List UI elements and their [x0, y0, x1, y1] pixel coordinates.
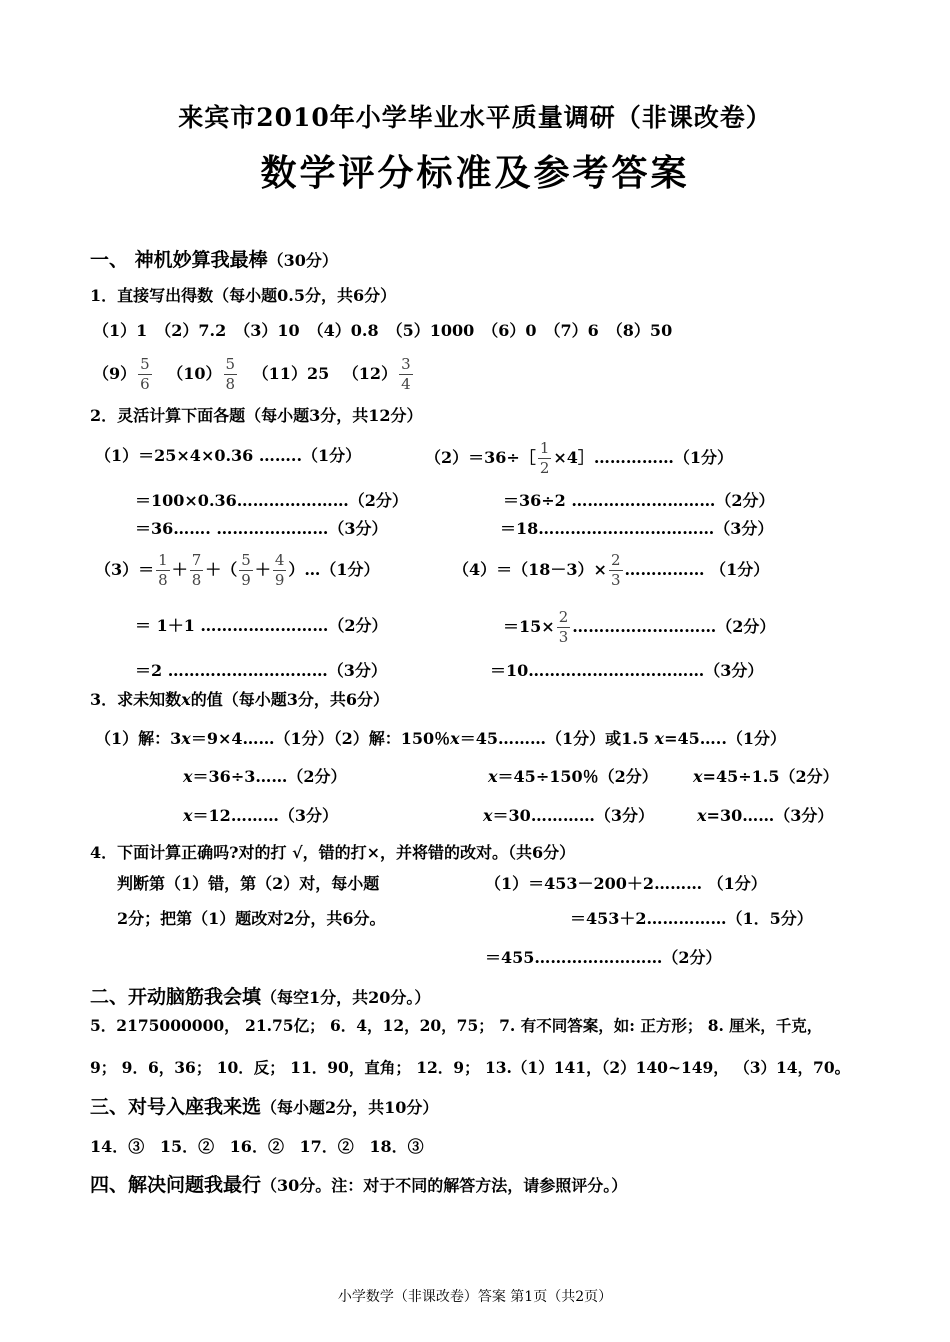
q4-note-line1: 判断第（1）错，第（2）对，每小题: [117, 874, 380, 893]
q2-3-step1: （3）＝ $\frac{1}{8}$ ＋ $\frac{7}{8}$ ＋（ $\frac{5}{9}$ ＋ $\frac{4}{9}$ ）…（1分）: [95, 551, 380, 589]
q3-row1: （1）解：3x＝9×4……（1分）（2）解：150％x＝45………（1分）或1.5 x=45…..（1分）: [95, 729, 787, 748]
fraction-1-8: $\frac{1}{8}$: [158, 551, 168, 589]
document-title: 来宾市2010年小学毕业水平质量调研（非课改卷）: [178, 103, 772, 132]
q2-2-step1: （2）＝36÷［ $\frac{1}{2}$ ×4］……………（1分）: [425, 439, 734, 477]
q2-4-step3: ＝10……………………………（3分）: [490, 661, 764, 680]
q4-step2: ＝453＋2……………（1．5分）: [570, 909, 813, 928]
fraction-3-4: $\frac{3}{4}$: [401, 355, 411, 393]
q2-4-step1: （4）＝（18－3）× $\frac{2}{3}$ …………… （1分）: [453, 551, 770, 589]
q2-title: 2．灵活计算下面各题（每小题3分，共12分）: [90, 406, 423, 425]
q3-row3-c: x=30……（3分）: [697, 806, 834, 825]
section-3-heading: 三、对号入座我来选（每小题2分，共10分）: [90, 1096, 439, 1118]
fraction-2-3: $\frac{2}{3}$: [610, 551, 621, 589]
q2-1-step1: （1）＝25×4×0.36 ……..（1分）: [95, 446, 362, 465]
q4-note-line2: 2分；把第（1）题改对2分，共6分。: [117, 909, 386, 928]
fraction-2-3-b: $\frac{2}{3}$: [558, 608, 569, 646]
q1-title: 1．直接写出得数（每小题0.5分，共6分）: [90, 286, 397, 305]
section-2-line2: 9； 9．6，36； 10．反； 11．90，直角； 12．9； 13.（1）141，（2）140~149， （3）14，70。: [90, 1058, 851, 1077]
q2-2-step3: ＝18……………………………（3分）: [500, 519, 774, 538]
fraction-5-6: $\frac{5}{6}$: [140, 355, 150, 393]
q2-1-step2: ＝100×0.36…………………（2分）: [135, 491, 408, 510]
q2-2-step2: ＝36÷2 ………………………（2分）: [503, 491, 775, 510]
section-2-heading: 二、开动脑筋我会填（每空1分，共20分。）: [90, 986, 431, 1008]
q3-row2-c: x=45÷1.5（2分）: [693, 767, 839, 786]
q3-title: 3．求未知数x的值（每小题3分，共6分）: [90, 690, 389, 709]
fraction-1-2: $\frac{1}{2}$: [539, 439, 550, 477]
document-subtitle: 数学评分标准及参考答案: [260, 152, 690, 194]
section-4-heading: 四、解决问题我最行（30分。注：对于不同的解答方法，请参照评分。）: [90, 1174, 628, 1196]
page-footer: 小学数学（非课改卷）答案 第1页（共2页）: [337, 1289, 613, 1305]
q2-3-step3: ＝2 …………………………（3分）: [135, 661, 387, 680]
fraction-7-8: $\frac{7}{8}$: [191, 551, 202, 589]
q4-step1: （1）＝453－200＋2……… （1分）: [485, 874, 767, 893]
section-3-answers: 14．③ 15．② 16．② 17．② 18．③: [90, 1137, 424, 1156]
fraction-4-9: $\frac{4}{9}$: [274, 551, 285, 589]
q3-row3-b: x＝30…………（3分）: [483, 806, 654, 825]
section-1-heading: 一、 神机妙算我最棒（30分）: [90, 249, 338, 271]
q2-1-step3: ＝36……. …………………（3分）: [135, 519, 388, 538]
q1-answers-row2: （9） $\frac{5}{6}$ （10） $\frac{5}{8}$ （11）25 （12） $\frac{3}{4}$: [93, 355, 411, 393]
q2-3-step2: ＝ 1＋1 ……………………（2分）: [135, 616, 388, 635]
q4-step3: ＝455……………………（2分）: [485, 948, 722, 967]
q4-title: 4．下面计算正确吗?对的打 √，错的打×，并将错的改对。（共6分）: [90, 843, 576, 862]
fraction-5-8: $\frac{5}{8}$: [225, 355, 236, 393]
q2-4-step2: ＝15× $\frac{2}{3}$ ………………………（2分）: [503, 608, 776, 646]
section-2-line1: 5．2175000000， 21.75亿； 6．4，12，20，75； 7. 有不同答案，如: 正方形； 8. 厘米，千克，: [90, 1016, 823, 1035]
fraction-5-9: $\frac{5}{9}$: [241, 551, 251, 589]
q3-row2-b: x＝45÷150％（2分）: [488, 767, 658, 786]
q3-row3-a: x＝12………（3分）: [183, 806, 338, 825]
q1-answers-row1: （1）1 （2）7.2 （3）10 （4）0.8 （5）1000 （6）0 （7）6 （8）50: [93, 321, 673, 340]
q3-row2-a: x＝36÷3……（2分）: [183, 767, 347, 786]
